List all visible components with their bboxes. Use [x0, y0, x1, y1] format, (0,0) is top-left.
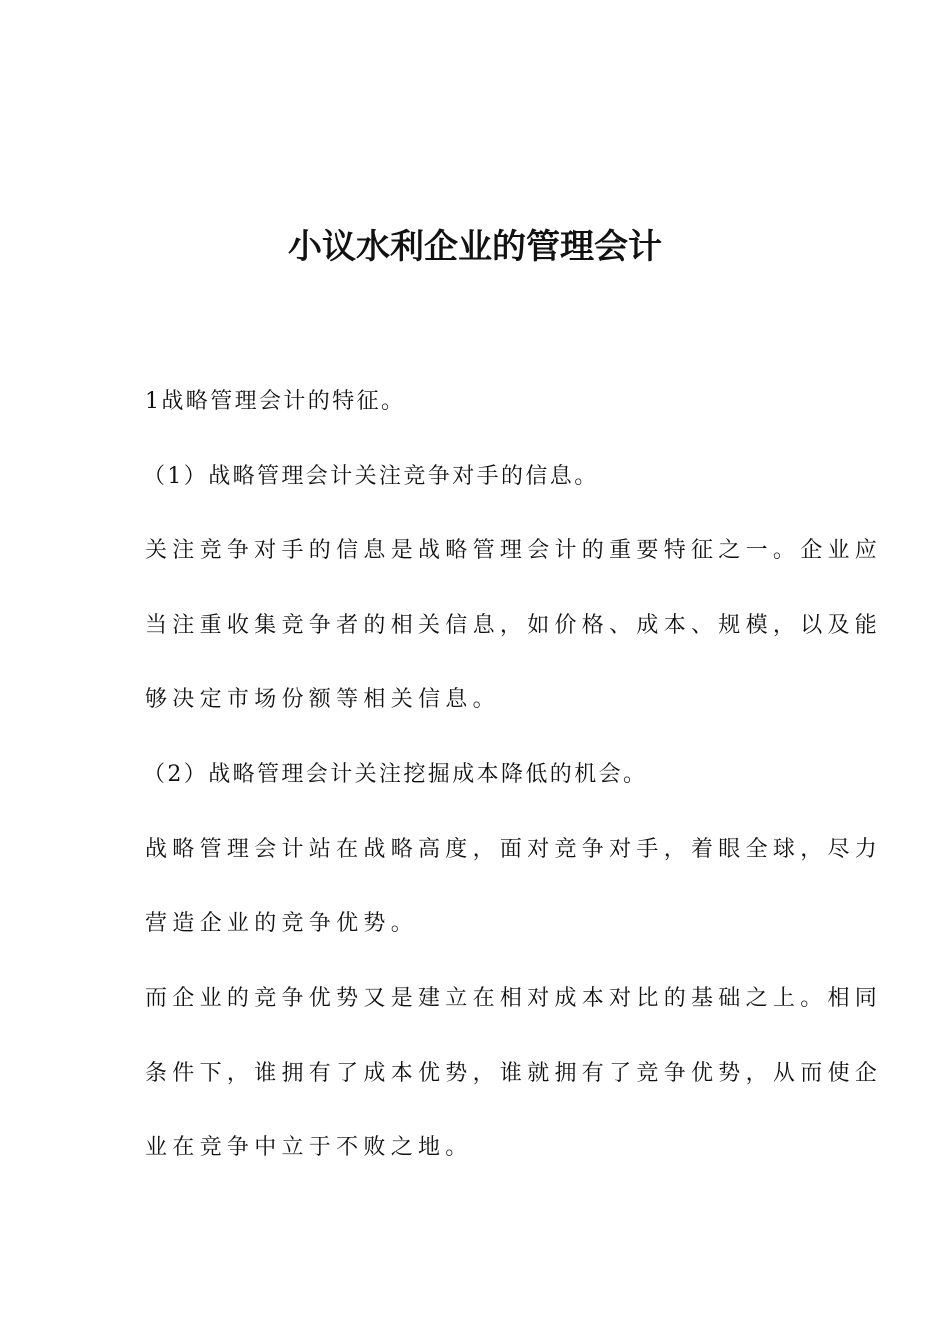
paragraph-line: 条件下，谁拥有了成本优势，谁就拥有了竞争优势，从而使企: [145, 1061, 883, 1086]
paragraph-line: 当注重收集竞争者的相关信息，如价格、成本、规模，以及能: [145, 613, 883, 638]
document-title: 小议水利企业的管理会计: [288, 227, 662, 267]
paragraph-line: 战略管理会计站在战略高度，面对竞争对手，着眼全球，尽力: [145, 837, 883, 862]
paragraph-line: 够决定市场份额等相关信息。: [145, 687, 500, 712]
subsection-heading: （2）战略管理会计关注挖掘成本降低的机会。: [143, 762, 648, 787]
section-heading: 1战略管理会计的特征。: [145, 389, 406, 414]
paragraph-line: 业在竞争中立于不败之地。: [145, 1135, 473, 1160]
paragraph-line: 关注竞争对手的信息是战略管理会计的重要特征之一。企业应: [145, 538, 883, 563]
subsection-heading: （1）战略管理会计关注竞争对手的信息。: [143, 464, 599, 489]
paragraph-line: 营造企业的竞争优势。: [145, 911, 419, 936]
paragraph-line: 而企业的竞争优势又是建立在相对成本对比的基础之上。相同: [145, 986, 883, 1011]
